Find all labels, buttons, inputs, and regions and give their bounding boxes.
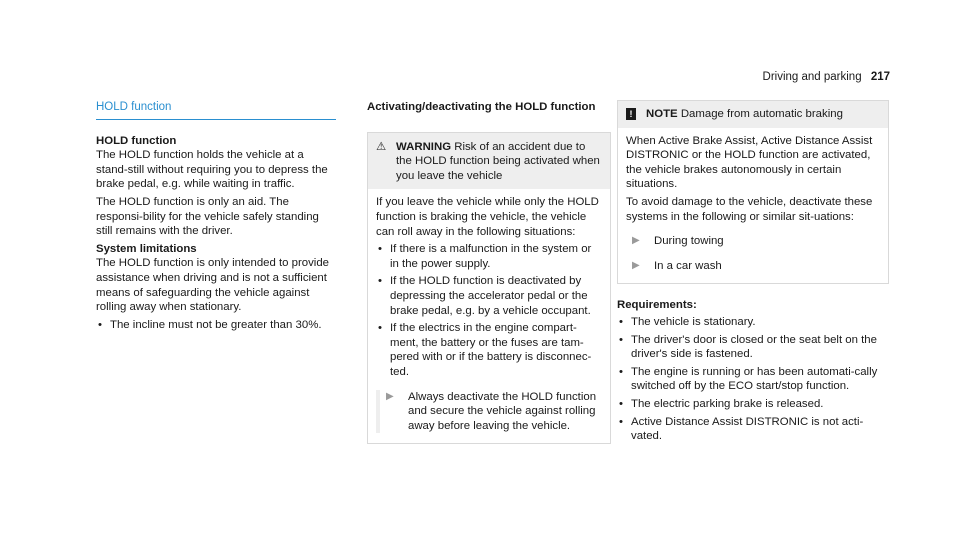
list-item: • The incline must not be greater than 30%. — [96, 318, 336, 333]
warning-action — [376, 390, 602, 434]
note-item-text: During towing — [654, 235, 724, 248]
note-headline: Damage from automatic braking — [680, 108, 843, 120]
requirements — [617, 298, 889, 443]
paragraph-limitations: The HOLD function is only intended to provide assistance when driving and is not a sufficient means of safeguarding the vehicle against rolling away when stationary. — [96, 257, 330, 314]
requirements-list — [617, 315, 889, 444]
paragraph-hold-description: The HOLD function holds the vehicle at a stand-still without requiring you to depress the brake pedal, e.g. while waiting in traffic. — [96, 149, 328, 191]
list-item: • The driver's door is closed or the seat belt on the driver's side is fastened. — [617, 333, 889, 362]
list-item: • If there is a malfunction in the system or in the power supply. — [376, 242, 602, 271]
warning-header — [368, 133, 610, 190]
section-heading-activating: Activating/deactivating the HOLD function — [367, 101, 596, 113]
column-left — [96, 100, 336, 335]
note-paragraph-1: When Active Brake Assist, Active Distance Assist DISTRONIC or the HOLD function are activated, the vehicle brakes autonomously in certain situations. — [626, 134, 873, 191]
list-item: • The electric parking brake is released. — [617, 397, 889, 412]
column-middle — [367, 100, 611, 444]
subheading-limitations: System limitations — [96, 242, 197, 255]
section-title: HOLD function — [96, 100, 336, 120]
list-item: • If the HOLD function is deactivated by depressing the accelerator pedal or the brake pedal, e.g. by a vehicle occupant. — [376, 274, 602, 318]
arrow-right-icon: ▶ — [386, 390, 394, 402]
column-right — [617, 100, 889, 447]
page-number: 217 — [870, 71, 890, 83]
section-name: Driving and parking — [762, 71, 862, 83]
arrow-right-icon: ▶ — [632, 235, 640, 247]
warning-icon: ⚠ — [376, 140, 387, 153]
note-item — [626, 234, 880, 249]
exclamation-icon: ! — [626, 108, 636, 120]
note-item-text: In a car wash — [654, 259, 722, 272]
paragraph-hold-aid: The HOLD function is only an aid. The responsi-bility for the vehicle safely standing still remains with the driver. — [96, 195, 319, 238]
note-body — [618, 128, 888, 284]
warning-box — [367, 132, 611, 445]
note-header — [618, 101, 888, 128]
page-header — [763, 70, 890, 85]
warning-headline: Risk of an accident due to the HOLD function being activated when you leave the vehicle — [396, 140, 600, 182]
warning-body — [368, 189, 610, 443]
warning-label: WARNING — [396, 140, 452, 153]
arrow-right-icon: ▶ — [632, 259, 640, 271]
list-item: • The vehicle is stationary. — [617, 315, 889, 330]
note-box — [617, 100, 889, 284]
warning-action-text: Always deactivate the HOLD function and secure the vehicle against rolling away before leaving the vehicle. — [408, 390, 597, 432]
limitations-list — [96, 318, 336, 333]
list-item: • The engine is running or has been automati-cally switched off by the ECO start/stop function. — [617, 365, 889, 394]
list-item: • Active Distance Assist DISTRONIC is not acti-vated. — [617, 415, 889, 444]
requirements-title: Requirements: — [617, 299, 697, 312]
list-item: • If the electrics in the engine compart-ment, the battery or the fuses are tam-pered with or if the battery is disconnec-ted. — [376, 321, 602, 379]
warning-paragraph: If you leave the vehicle while only the HOLD function is braking the vehicle, the vehicle can roll away in the following situations: — [376, 196, 599, 238]
warning-list — [376, 242, 602, 379]
note-item — [626, 259, 880, 274]
note-paragraph-2: To avoid damage to the vehicle, deactivate these systems in the following or similar sit-uations: — [626, 195, 873, 223]
subheading-hold: HOLD function — [96, 134, 177, 147]
note-label: NOTE — [646, 108, 678, 120]
